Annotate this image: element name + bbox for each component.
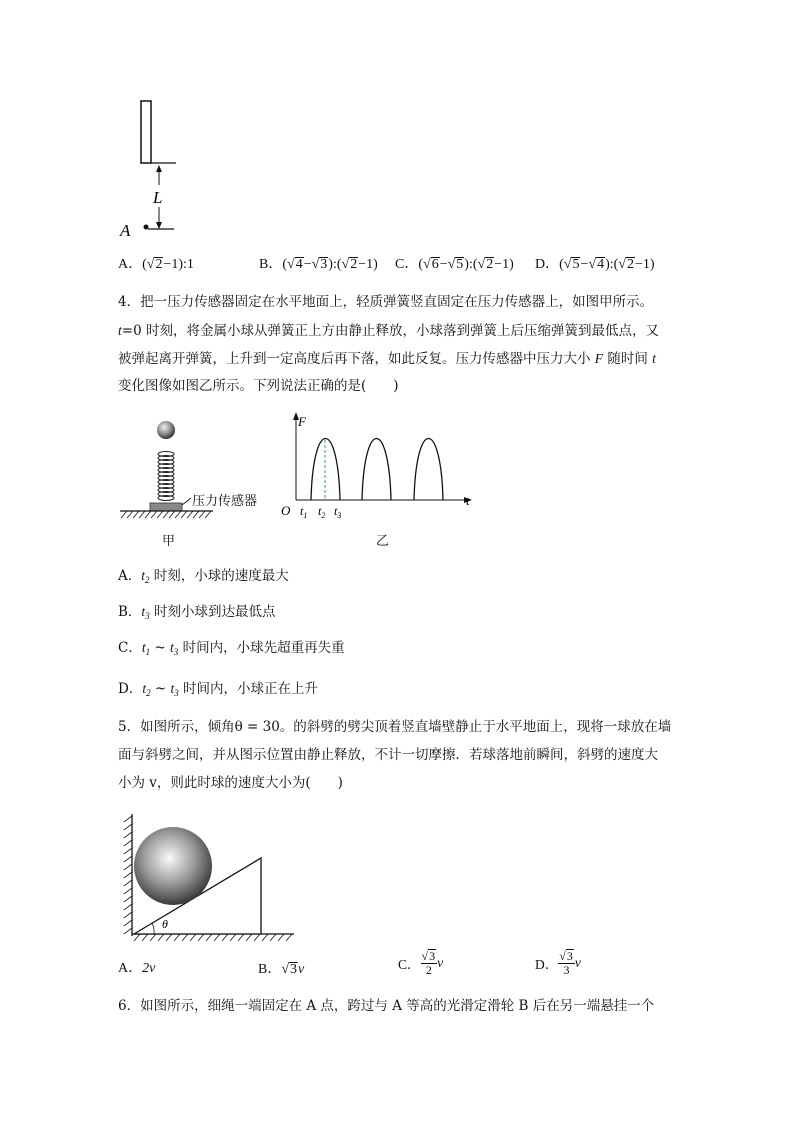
figure-wedge-ball [118,810,298,942]
option-value: 2v [142,961,156,976]
q4-line-3 [118,352,656,367]
radicand: 5 [572,257,580,272]
var-v: v [437,955,444,971]
figure-jia-caption: 甲 [162,534,176,549]
q5-line-1: 5．如图所示，倾角θ = 30。的斜劈的劈尖顶着竖直墙壁静止于水平地面上，现将一球放在墙 [118,719,672,735]
tick-label-t2: $t_2$ [318,504,326,520]
option-label: B． [258,962,282,977]
q5-line-3: 小为 v，则此时球的速度大小为( ) [118,775,343,791]
radicand: 3 [429,949,436,963]
radicand: 2 [350,257,358,272]
ball [134,827,212,905]
option-label: B． [118,604,142,620]
q4-line-1: 4．把一压力传感器固定在水平地面上，轻质弹簧竖直固定在压力传感器上，如图甲所示。 [118,294,654,310]
option-label: A． [118,257,143,272]
tick-label-t1: $t_1$ [300,504,308,520]
subscript: 1 [145,647,151,657]
denominator: 2 [425,963,432,978]
subscript: 2 [146,688,151,698]
force-pulse-3 [414,439,443,501]
q4-line-2 [118,324,659,339]
figure-yi-force-graph [278,408,478,528]
var-t: t [652,351,656,366]
expr-rest: −1) [494,257,514,272]
text-run: 被弹起离开弹簧，上升到一定高度后再下落，如此反复。压力传感器中压力大小 [118,351,595,367]
radicand: 3 [566,949,573,963]
floor-hatch [134,934,292,941]
option-label: D． [535,957,559,973]
var-f: F [594,351,604,366]
origin-label: O [281,503,291,518]
force-pulse-2 [362,439,391,501]
radicand: 2 [155,257,163,272]
option-label: A． [118,568,142,584]
q3-option-a: A．(√2−1):1 [118,257,194,272]
sensor-leader-line [182,498,191,505]
option-text: 时间内，小球先超重再失重 [178,640,345,656]
radicand: 3 [290,962,298,977]
tick-label-t3: $t_3$ [334,504,342,520]
expr-rest: −1) [634,257,655,272]
axis-label-f: F [298,414,306,429]
axis-label-t: t [466,493,470,508]
range-sep: ~ [150,681,171,697]
q3-option-c: C．(√6−√5):(√2−1) [395,257,514,272]
expr-rest: −1) [358,257,378,272]
q5-option-a [118,962,155,976]
radicand: 2 [486,257,494,272]
ground-hatch [121,511,211,518]
figure-jia-spring [115,410,275,550]
option-label: A． [118,961,143,976]
option-text: 时间内，小球正在上升 [178,681,319,697]
label-l: L [153,188,163,207]
var-t: t [170,640,174,655]
option-label: C． [398,957,421,973]
metal-ball [157,421,175,439]
figure-yi-caption: 乙 [376,534,390,549]
radicand: 5 [456,257,464,272]
denominator: 3 [563,963,570,978]
subscript: 3 [145,611,150,621]
q4-line-4: 变化图像如图乙所示。下列说法正确的是( ) [118,378,399,394]
radicand: 4 [597,257,605,272]
q4-option-b [118,605,275,621]
q4-option-a [118,569,289,585]
var-t: t [141,604,146,619]
q5-option-b: B．√3v [258,962,305,977]
sensor-label: 压力传感器 [192,494,258,509]
q5-line-2: 面与斜劈之间，并从图示位置由静止释放，不计一切摩擦．若球落地前瞬间，斜劈的速度大 [118,747,658,763]
radicand: 4 [295,257,303,272]
spring-icon [158,452,174,501]
var-v: v [574,955,581,971]
option-label: C． [118,640,142,656]
vertical-bar [141,101,151,163]
subscript: 3 [174,688,179,698]
q5-option-d: D． $\frac{√3}{3}$ v [535,949,581,978]
pressure-sensor [150,503,182,511]
falling-bar-figure [110,95,190,245]
option-label: D． [118,681,143,697]
q3-option-b: B．(√4−√3):(√2−1) [259,257,378,272]
subscript: 3 [173,647,179,657]
q3-option-d: D．(√5−√4):(√2−1) [535,257,655,272]
theta-label: θ [162,917,168,931]
expr-rest: −1):1 [163,257,194,272]
label-a: A [120,221,131,240]
var-t: t [170,681,175,696]
q5-option-c: C． $\frac{√3}{2}$ v [398,949,444,978]
point-a-dot [144,225,149,230]
range-sep: ~ [150,640,171,656]
var-t: t [118,323,122,338]
var-t: t [141,568,146,583]
radicand: 2 [626,257,634,272]
option-label: C． [395,257,419,272]
option-label: B． [259,257,283,272]
var-t: t [142,681,147,696]
subscript: 2 [145,575,150,585]
arrow-up-icon [156,165,162,172]
wall-hatch [124,816,132,934]
q4-option-d [118,682,318,698]
option-text: 时刻，小球的速度最大 [149,568,289,584]
var-v: v [298,962,305,977]
radicand: 3 [320,257,328,272]
option-label: D． [535,257,560,272]
radicand: 6 [431,257,439,272]
text-run: =0 时刻，将金属小球从弹簧正上方由静止释放，小球落到弹簧上后压缩弹簧到最低点，又 [121,323,659,339]
text-run: 随时间 [603,351,653,367]
option-text: 时刻小球到达最低点 [149,604,276,620]
var-t: t [141,640,146,655]
arrow-down-icon [156,222,162,229]
q6-line-1: 6．如图所示，细绳一端固定在 A 点，跨过与 A 等高的光滑定滑轮 B 后在另一端悬挂一个 [118,998,655,1014]
q4-option-c [118,641,345,657]
